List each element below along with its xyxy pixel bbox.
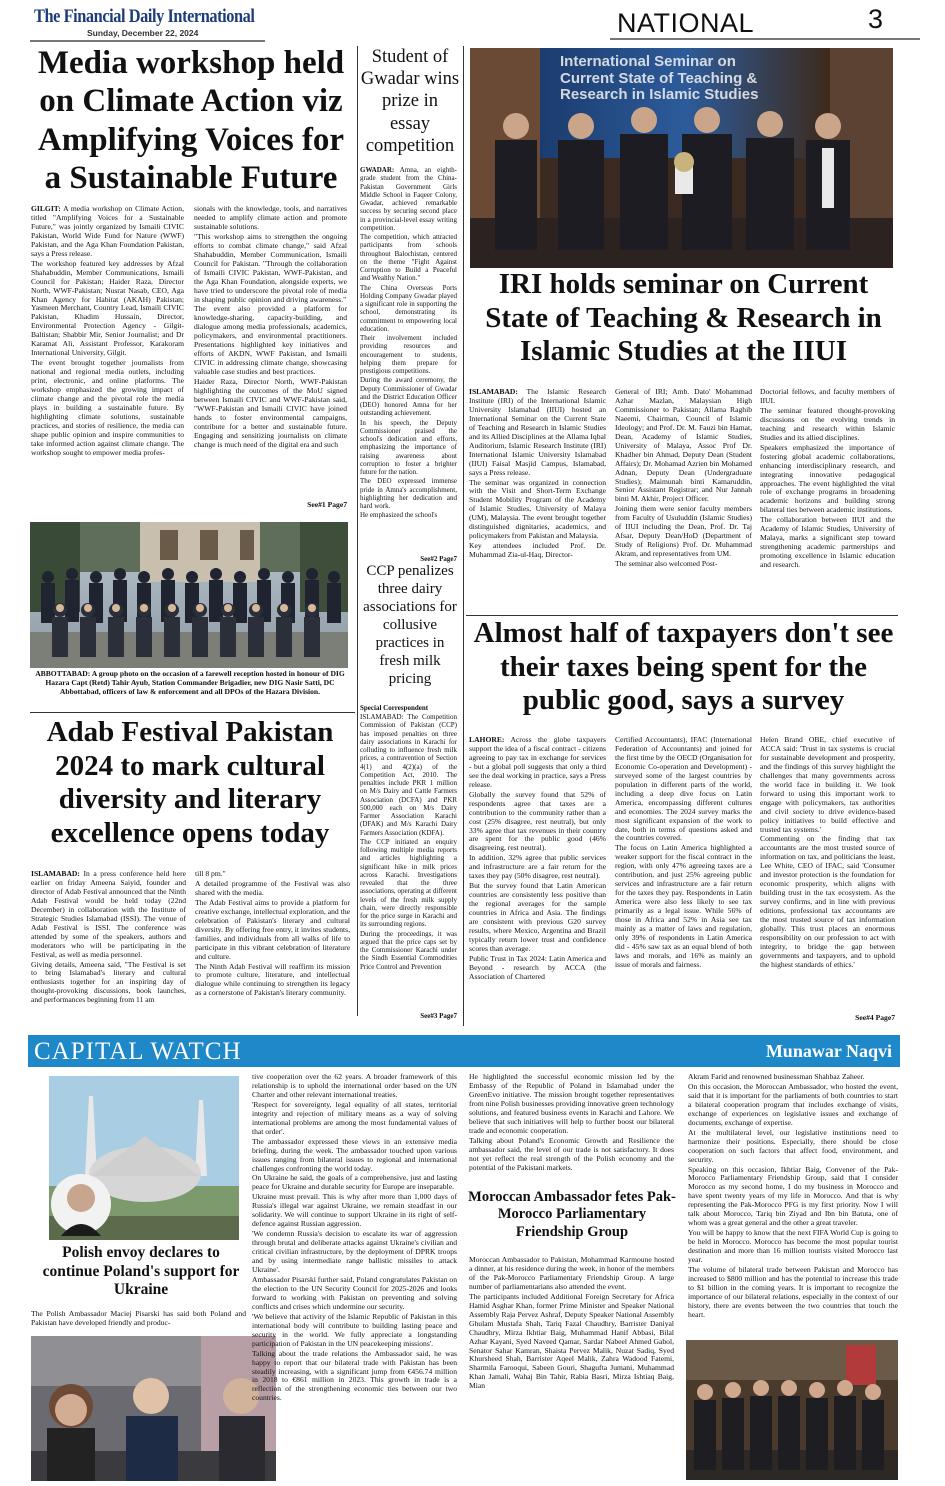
body-paragraph: Moroccan Ambassador to Pakistan, Mohammad Karmoune hosted a dinner, at his residence during the week, in honor of the members of the Pak-Morocco Parliamentary Friendship Group. A large number of parliamentarians also attended the event. bbox=[469, 1255, 674, 1291]
dateline: ISLAMABAD: bbox=[360, 713, 404, 721]
moroccan-col3 bbox=[469, 1256, 674, 1481]
columnist-name: Munawar Naqvi bbox=[765, 1041, 892, 1061]
ccp-byline: Special Correspondent bbox=[360, 704, 429, 712]
media-workshop-col2 bbox=[194, 205, 347, 505]
body-paragraph: Ambassador Pisarski further said, Poland congratulates Pakistan on the election to the UN Security Council for 2025-2026 and looks forward to working with Pakistan on preventing and solving conflicts and crises which undermine our security. bbox=[252, 1274, 457, 1311]
body-paragraph: The ambassador expressed these views in an extensive media briefing, during the week. The ambassador touched upon various issues ranging from bilateral issues to regional and international challenges confronting the world today. bbox=[252, 1136, 457, 1173]
iri-seminar-photo bbox=[470, 48, 893, 268]
iri-headline: IRI holds seminar on Current State of Teaching & Research in Islamic Studies at the IIUI bbox=[485, 268, 882, 368]
continued-marker: See#3 Page7 bbox=[420, 1012, 457, 1020]
body-paragraph: On Ukraine he said, the goals of a comprehensive, just and lasting peace for Ukraine and durable security for Europe are inseparable. bbox=[252, 1173, 457, 1192]
adab-headline: Adab Festival Pakistan 2024 to mark cultural diversity and literary excellence opens today bbox=[46, 716, 334, 849]
body-paragraph: He highlighted the successful economic mission led by the Embassy of the Republic of Poland in Islamabad under the GreenEvo initiative. The mission brought together representatives from nine Polish businesses providing innovative green technology solutions, and featured business events in Karachi and Lahore. We believe that such initiatives will help to further boost our bilateral trade and economic cooperation. bbox=[469, 1072, 674, 1135]
continued-marker: See#4 Page7 bbox=[855, 1013, 895, 1022]
body-paragraph: But the survey found that Latin American countries are consistently less positive than the regional averages for the sample countries in Africa and Asia. The findings are consistent with previous G20 survey results, where Mexico, Argentina and Brazil typically return lower trust and confidence scores than average. bbox=[469, 881, 606, 953]
body-paragraph: The DEO expressed immense pride in Amna's accomplishment, highlighting her dedication and hard work. bbox=[360, 477, 457, 510]
section-rule bbox=[610, 38, 920, 40]
gwadar-title: Student of Gwadar wins prize in essay competition bbox=[360, 47, 460, 156]
body-paragraph: The event brought together journalists from national and regional media outlets, including print, electronic, and online platforms. The workshop emphasized the growing impact of climate change and the pivotal role the media plays in building a sustainable future. By highlighting climate solutions, sustainable practices, and stories of resilience, the media can shape public opinion and inspire communities to take informed action against climate change. The workshop sought to empower media profes- bbox=[31, 358, 184, 457]
media-workshop-headline: Media workshop held on Climate Action viz Amplifying Voices for a Sustainable Future bbox=[37, 45, 345, 196]
body-paragraph: At the multilateral level, our legislative institutions need to harmonize their positions. Especially, there should be close cooperation on such factors that affect food, environment, and security. bbox=[688, 1127, 898, 1164]
body-paragraph: The Competition Commission of Pakistan (CCP) has imposed penalties on three dairy associations in Karachi for colluding to influence fresh milk prices, a contravention of Section 4(1) and 4(2)(a) of the Competition Act, 2010. The penalties include PKR 1 million on M/s Dairy and Cattle Farmers Association (DCFA) and PKR 500,000 each on M/s Dairy Farmer Association Karachi (DFAK) and M/s Karachi Dairy Farmers Association (KDFA). bbox=[360, 713, 457, 837]
body-paragraph: The event also provided a platform for knowledge-sharing, capacity-building, and dialogue among media professionals, academics, policymakers, and environmental practitioners. Presentations highlighted key initiatives and efforts of AKDN, WWF Pakistan, and Ismaili CIVIC in addressing climate change, showcasing valuable case studies and best practices. bbox=[194, 304, 347, 377]
section-rule bbox=[466, 615, 898, 616]
body-paragraph: Haider Raza, Director North, WWF-Pakistan highlighting the outcomes of the MoU signed between Ismaili CIVIC and WWF-Pakistan said, "WWF-Pakistan and Ismaili CIVIC have joined hands to foster environmental campaigns, contribute for a better and sustainable future. Engaging and sensitizing journalists on climate change is much need of the digital era and such bbox=[194, 377, 347, 449]
ccp-body bbox=[360, 713, 457, 1011]
body-paragraph: The collaboration between IIUI and the Academy of Islamic Studies, University of Malaya, marks a significant step toward strengthening academic partnerships and promoting excellence in Islamic education and research. bbox=[760, 515, 895, 570]
section-rule bbox=[30, 712, 355, 713]
taxpayers-col1 bbox=[469, 736, 606, 1026]
page-number: 3 bbox=[868, 4, 884, 34]
polish-col1 bbox=[31, 1310, 246, 1332]
capital-watch-banner bbox=[28, 1035, 900, 1067]
polish-col2 bbox=[252, 1073, 457, 1481]
capital-watch-title: CAPITAL WATCH bbox=[34, 1038, 242, 1065]
dinner-photo-image bbox=[686, 1340, 898, 1480]
polish-envoy-title: Polish envoy declares to continue Poland's support for Ukraine bbox=[42, 1244, 240, 1299]
iri-col3 bbox=[760, 388, 895, 613]
gwadar-body bbox=[360, 166, 457, 556]
ccp-title: CCP penalizes three dairy associations for collusive practices in fresh milk pricing bbox=[363, 563, 457, 687]
paper-name: The Financial Daily International bbox=[34, 6, 255, 27]
body-paragraph: Giving details, Ameena said, "The Festival is set to bring Islamabad's literary and cultural enthusiasts together for an inspiring day of thought-provoking discussions, book launches, and performances beginning from 11 am bbox=[31, 959, 186, 1005]
body-paragraph: Their involvement included providing resources and encouragement to students, helping them prepare for prestigious competitions. bbox=[360, 334, 457, 375]
briefing-photo-image bbox=[31, 1336, 276, 1481]
moroccan-title: Moroccan Ambassador fetes Pak-Morocco Parliamentary Friendship Group bbox=[468, 1189, 676, 1240]
body-paragraph: The workshop featured key addresses by Afzal Shahabuddin, Member Communications, Ismaili Council for Pakistan; Haider Raza, Director North, WWF-Pakistan; Nusrat Nasab, CEO, Aga Khan Agency for Habitat (AKAH) Pakistan; Yasmeen Merchant, Country Lead, Ismaili CIVIC Pakistan, Khadim Hussain, Director, Environmental Protection Agency - Gilgit-Baltistan; Shabbir Mir, Senior Journalist; and Dr Karamat Ali, Assistant Professor, Karakoram International University, Gilgit. bbox=[31, 258, 184, 358]
body-paragraph: The Polish Ambassador Maciej Pisarski has said both Poland and Pakistan have developed friendly and produc- bbox=[31, 1309, 246, 1327]
moroccan-col4 bbox=[688, 1073, 898, 1335]
body-paragraph: On this occasion, the Moroccan Ambassador, who hosted the event, said that it is important for the parliaments of both countries to start a bilateral cooperation program that includes exchange of visits, exchange of experiences on legislative issues and exchange of documents, exchange of expertise. bbox=[688, 1081, 898, 1127]
polish-col3 bbox=[469, 1073, 674, 1185]
body-paragraph: sionals with the knowledge, tools, and narratives needed to amplify climate action and promote sustainable solutions. bbox=[194, 204, 347, 231]
body-paragraph: 'Respect for sovereignty, legal equality of all states, territorial integrity and rejection of military means as a way of solving international problems are among the most fundamental values of that order'. bbox=[252, 1099, 457, 1136]
body-paragraph: Talking about the trade relations the Ambassador said, he was happy to report that our bilateral trade with Pakistan has been steadily increasing, with a significant jump from €456.74 million in 2018 to €861 million in 2023. This growth in trade is a reflection of the strengthening economic ties between our two countries. bbox=[252, 1348, 457, 1403]
adab-col2 bbox=[195, 870, 350, 1028]
body-paragraph: The Adab Festival aims to provide a platform for creative exchange, intellectual exploration, and the celebration of Pakistan's literary and cultural diversity. By offering free entry, it invites students, families, and individuals from all walks of life to participate in this vibrant celebration of literature and culture. bbox=[195, 897, 350, 961]
dateline: GWADAR: bbox=[360, 166, 395, 174]
issue-date: Sunday, December 22, 2024 bbox=[87, 28, 199, 38]
continued-marker: See#1 Page7 bbox=[307, 500, 347, 509]
body-paragraph: Commenting on the finding that tax accountants are the most trusted source of information on tax, and politicians the least, Lee White, CEO of IFAC, said 'Consumer and investor protection is the foundation for economic prosperity, which aligns with building trust in the tax ecosystem. As the survey confirms, and in line with previous editions, professional tax accountants are the most trusted source of tax information globally. This trust places an enormous responsibility on our profession to act with integrity, to bridge the gap between governments and taxpayers, and to uphold the highest standards of ethics.' bbox=[760, 834, 895, 969]
body-paragraph: Public Trust in Tax 2024: Latin America and Beyond - research by ACCA (the Association of Chartered bbox=[469, 953, 606, 981]
envoy-photo-image bbox=[49, 1076, 239, 1240]
body-paragraph: 'We believe that activity of the Islamic Republic of Pakistan in this international body will contribute to building lasting peace and security in the world. We fully appreciate a longstanding participation of Pakistan in the UN peacekeeping missions'. bbox=[252, 1311, 457, 1348]
body-paragraph: The China Overseas Ports Holding Company Gwadar played a significant role in supporting the school, demonstrating its commitment to empowering local education. bbox=[360, 283, 457, 333]
moroccan-dinner-photo bbox=[686, 1340, 898, 1480]
body-paragraph: The CCP initiated an enquiry following multiple media reports and articles highlighting a significant hike in milk prices across Karachi. Investigations revealed that the three associations, operating at different levels of the fresh milk supply chain, were directly responsible for the price surge in Karachi and its surrounding regions. bbox=[360, 837, 457, 929]
body-paragraph: Amna, an eighth-grade student from the China-Pakistan Government Girls Middle School in Faqeer Colony, Gwadar, achieved remarkable success by securing second place in a provincial-level essay writing competition. bbox=[360, 166, 457, 232]
body-paragraph: In his speech, the Deputy Commissioner praised the school's dedication and efforts, emphasizing the importance of raising awareness about corruption to foster a brighter future for the nation. bbox=[360, 418, 457, 476]
body-paragraph: till 8 pm." bbox=[195, 869, 226, 878]
body-paragraph: The seminar featured thought-provoking discussions on the evolving trends in teaching and research within Islamic Studies and its allied disciplines. bbox=[760, 405, 895, 442]
body-paragraph: The focus on Latin America highlighted a weaker support for the fiscal contract in the region, with only 47% agreeing taxes are a contribution, and just 25% agreeing public services and infrastructure are a fair return for the taxes they pay. Respondents in Latin America were also less likely to see tax primarily as a legal issue. While 56% of those in Africa and 52% in Asia see tax mainly as a matter of laws and regulation, only 39% of respondents in Latin America did - 45% saw tax as an equal blend of both laws and morals, and 16% as mainly an issue of morals and fairness. bbox=[615, 843, 752, 969]
body-paragraph: Helen Brand OBE, chief executive of ACCA said: 'Trust in tax systems is crucial for sustainable development and prosperity, and the findings of this survey highlight the challenges that many governments across the world face in building it. We look forward to using this important work to engage with policymakers, tax authorities and civil society to drive evidence-based policy initiatives to build effective and trusted tax systems.' bbox=[760, 735, 895, 834]
column-divider bbox=[463, 46, 464, 1026]
body-paragraph: Speakers emphasized the importance of fostering global academic collaborations, enhancing interdisciplinary research, and integrating innovative pedagogical approaches. The event highlighted the vital role of exchange programs in broadening academic horizons and building strong bilateral ties between academic institutions. bbox=[760, 442, 895, 515]
body-paragraph: Globally the survey found that 52% of respondents agree that taxes are a contribution to the community rather than a cost (25% disagree, rest neutral), but only 33% agree that tax revenues in their country are spent for the public good (46% disagreeing, rest neutral). bbox=[469, 789, 606, 853]
polish-envoy-photo bbox=[49, 1076, 239, 1240]
body-paragraph: Akram Farid and renowned businessman Shahbaz Zaheer. bbox=[688, 1072, 865, 1081]
body-paragraph: Speaking on this occasion, Ikhtiar Baig, Convener of the Pak-Morocco Parliamentary Friendship Group, said that I consider Morocco as my second home, I do my business in Morocco and have spent twenty years of my life in Morocco. And that is why representing the Pak-Morocco PFG is my first priority. Now I will talk about Morocco, Tariq bin Ziyad and Ibn bin Batuta, one of whom was a great general and the other a great traveler. bbox=[688, 1164, 898, 1228]
body-paragraph: The participants included Additional Foreign Secretary for Africa Hamid Asghar Khan, former Prime Minister and Speaker National Assembly Raja Pervez Ashraf, Deputy Speaker National Assembly Ghulam Mustafa Shah, Tariq Fazal Chaudhry, Barrister Daniyal Chaudhry, Mirza Ikhtiar Baig, Muhammad Hanif Abbasi, Bilal Azhar Kayani, Syed Naveed Qamar, Sardar Nabeel Ahmed Gabol, Senator Sahar Kamran, Shaista Pervez Malik, Nuzat Sadiq, Syed Khursheed Shah, Barrister Aqeel Malik, Zahra Wadood Fatemi, Sharmila Farooqui, Sabeen Gouri, Shagufta Jumani, Muhammad Khan Jamali, Wahaj Bin Tahir, Rabia Basri, Mirza Ishtiaq Baig, Mian bbox=[469, 1291, 674, 1391]
body-paragraph: You will be happy to know that the next FIFA World Cup is going to be held in Morocco. Morocco has become the most popular tourist destination and more than 16 million tourists visited Morocco last year. bbox=[688, 1228, 898, 1265]
body-paragraph: Doctorial fellows, and faculty members of IIUI. bbox=[760, 387, 895, 405]
body-paragraph: The seminar was organized in connection with the Visit and Short-Term Exchange Student Mobility Program of the Academy of Islamic Studies, University of Malaya (UM), Malaysia. The event brought together distinguished dignitaries, academics, and policymakers from Pakistan and Malaysia. bbox=[469, 477, 606, 541]
body-paragraph: During the proceedings, it was argued that the price caps set by the Commissioner Karachi under the Sindh Essential Commodities Price Control and Prevention bbox=[360, 929, 457, 971]
body-paragraph: "This workshop aims to strengthen the ongoing efforts to combat climate change," said Afzal Shahabuddin, Member Communication, Ismaili Council for Pakistan. "Through the collaboration of Ismaili CIVIC Pakistan, WWF-Pakistan, and the Aga Khan Foundation, alongside experts, we have tried to underscore the pivotal role of media in shaping public opinion and driving awareness." bbox=[194, 231, 347, 304]
body-paragraph: In a press conference held here earlier on friday Ameena Saiyid, founder and director of Adab Festival announced that the Ninth Adab Festival would be held today (22nd December) in collaboration with the Institute of Strategic Studies Islamabad (ISSI). The venue of Adab Festival is ISSI. The conference was attended by some of the speakers, authors and moderators who will be participating in the Festival, as well as media personnel. bbox=[31, 869, 186, 959]
taxpayers-col2 bbox=[615, 736, 752, 1026]
section-label: NATIONAL bbox=[617, 8, 755, 38]
body-paragraph: The Ninth Adab Festival will reaffirm its mission to promote culture, literature, and intellectual dialogue while continuing to strengthen its legacy as a cornerstone of Pakistan's literary community. bbox=[195, 961, 350, 998]
body-paragraph: Talking about Poland's Economic Growth and Resilience the ambassador said, the level of our trade is not satisfactory. It does not yet reflect the real strength of the Polish economy and the potential of the Pakistani markets. bbox=[469, 1135, 674, 1172]
iri-col2 bbox=[615, 388, 752, 613]
body-paragraph: The competition, which attracted participants from schools throughout Balochistan, centered on the theme "Fight Against Corruption to Build a Peaceful and Wealthy Nation." bbox=[360, 233, 457, 283]
body-paragraph: Across the globe taxpayers support the idea of a fiscal contract - citizens agreeing to pay tax in exchange for services - but a global poll suggests that only a third see the deal working in practice, says a Press release. bbox=[469, 735, 607, 789]
group-photo-image bbox=[30, 522, 348, 668]
dateline: ISLAMABAD: bbox=[31, 869, 80, 878]
body-paragraph: A media workshop on Climate Action, titled "Amplifying Voices for a Sustainable Future," was jointly organized by Ismaili CIVIC Pakistan, World Wide Fund for Nature (WWF) Pakistan, and the Aga Khan Foundation Pakistan, says a Press release. bbox=[31, 204, 184, 258]
body-paragraph: The volume of bilateral trade between Pakistan and Morocco has increased to $800 million and has the potential to increase this trade to $1 billion in the coming years. It is important to recognize the importance of our bilateral relations, especially in the context of our history, there are events between the two countries that touch the heart. bbox=[688, 1265, 898, 1319]
body-paragraph: A detailed programme of the Festival was also shared with the media. bbox=[195, 878, 350, 897]
column-divider bbox=[357, 46, 358, 1016]
abbottabad-group-photo bbox=[30, 522, 348, 668]
body-paragraph: Ukraine must prevail. This is why after more than 1,000 days of Russia's illegal war against Ukraine, we remain steadfast in our solidarity. We will continue to support Ukraine in its right of self-defence against Russian aggression. bbox=[252, 1192, 457, 1229]
body-paragraph: During the award ceremony, the Deputy Commissioner of Gwadar and the District Education Officer (DEO) honored Amna for her outstanding achievement. bbox=[360, 376, 457, 418]
iri-col1 bbox=[469, 388, 606, 613]
body-paragraph: The seminar also welcomed Post- bbox=[615, 559, 718, 569]
adab-col1 bbox=[31, 870, 186, 1028]
taxpayers-headline: Almost half of taxpayers don't see their taxes being spent for the public good, says a survey bbox=[473, 617, 894, 717]
continued-marker: See#2 Page7 bbox=[420, 555, 457, 563]
body-paragraph: Joining them were senior faculty members from Faculty of Usuluddin (Islamic Studies) of IIUI including the Dean, Prof. Dr. Taj Afsar, Deputy Dean/HoD (Department of Study of Religions) Prof. Dr. Muhammad Akram, and representatives from UM. bbox=[615, 504, 752, 559]
body-paragraph: Certified Accountants), IFAC (International Federation of Accountants) and joined for the first time by the OECD (Organisation for Economic Co-operation and Development) - surveyed some of the largest countries by population in different parts of the world, including a deep dive focus on Latin America, encompassing different cultures and economies. The 2024 survey marks the most significant expansion of the work to date, both in terms of questions asked and the countries covered. bbox=[615, 735, 752, 843]
abbottabad-caption: ABBOTTABAD: A group photo on the occasion of a farewell reception hosted in honour of DIG Hazara Capt (Retd) Tahir Ayub, Station Commander Brigadier, new DIG Nasir Satti, DC Abbottabad, officers of law & enforcement and all DPOs of the Hazara Division. bbox=[35, 669, 345, 697]
dateline: GILGIT: bbox=[31, 204, 61, 213]
polish-briefing-photo bbox=[31, 1336, 276, 1481]
body-paragraph: General of IRI; Amb. Dato' Mohammad Azhar Mazlan, Malaysian High Commissioner to Pakistan; Allama Raghib Naeemi, Chairman, Council of Islamic Ideology; and Prof. Dr. M. Fauzi bin Hamat, Dean, Academy of Islamic Studies, University of Malaya, Assoc Prof Dr. Khadher bin Ahmad, Deputy Dean (Student Affairs); Dr. Mohamad Azrien bin Mohamed Adnan, Deputy Dean (Undergraduate Studies); Maimunah binti Kamaruddin, Senior Assistant Registrar; and Nur Jannah binti M. Akhir, Project Officer. bbox=[615, 387, 752, 504]
body-paragraph: 'We condemn Russia's decision to escalate its war of aggression through brutal and deliberate attacks against Ukraine's civilian and critical civilian infrastructure, by the deployment of DPRK troops and by using intermediate range ballistic missiles to attack Ukraine'. bbox=[252, 1229, 457, 1275]
masthead-rule bbox=[30, 40, 265, 42]
body-paragraph: In addition, 32% agree that public services and infrastructure are a fair return for the taxes they pay (50% disagree, rest neutral). bbox=[469, 853, 606, 881]
seminar-banner-text: International Seminar on Current State of Teaching & Research in Islamic Studies bbox=[560, 53, 759, 103]
dateline: ISLAMABAD: bbox=[469, 387, 518, 396]
body-paragraph: tive cooperation over the 62 years. A broader framework of this relationship is to uphold the international order based on the UN Charter and other relevant international treaties. bbox=[252, 1072, 457, 1099]
media-workshop-col1 bbox=[31, 205, 184, 510]
body-paragraph: The Islamic Research Institute (IRI) of the International Islamic University Islamabad (IIUI) hosted an International Seminar on the Current State of Teaching and Research in Islamic Studies and its Allied Disciplines at the Allama Iqbal Auditorium, Islamic Research Institute (IRI) International Islamic University Islamabad (IIUI) Faisal Masjid Campus, Islamabad, says a Press release. bbox=[469, 387, 606, 477]
body-paragraph: Key attendees included Prof. Dr. Muhammad Zia-ul-Haq, Director- bbox=[469, 541, 606, 560]
body-paragraph: He emphasized the school's bbox=[360, 511, 438, 520]
dateline: LAHORE: bbox=[469, 735, 505, 744]
taxpayers-col3 bbox=[760, 736, 895, 1018]
